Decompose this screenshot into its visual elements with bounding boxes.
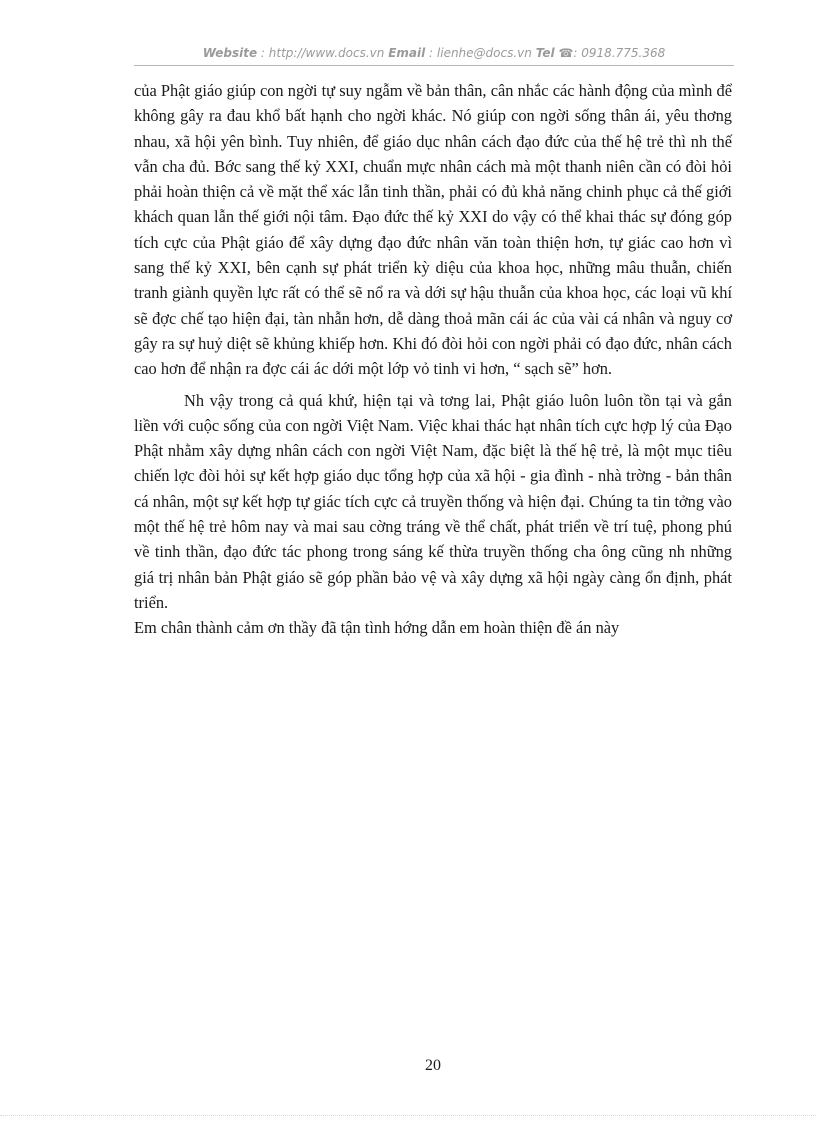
website-label: Website — [202, 46, 258, 60]
phone-icon: ☎ — [558, 46, 574, 60]
footer-divider — [0, 1115, 816, 1116]
paragraph-1: của Phật giáo giúp con ngời tự suy ngẫm về bản thân, cân nhắc các hành động của mình để không gây ra đau khổ bất hạnh cho ngời khác. Nó giúp con ngời sống thân ái, yêu thơng nhau, xã hội yên bình. Tuy nhiên, để giáo dục nhân cách đạo đức của thế hệ trẻ thì nh thế vẫn cha đủ. Bớc sang thế kỷ XXI, chuẩn mực nhân cách mà một thanh niên cần có đòi hỏi phải hoàn thiện cả về mặt thể xác lẫn tinh thần, phải có đủ khả năng chinh phục cả thế giới khách quan lẫn thế giới nội tâm. Đạo đức thế kỷ XXI do vậy có thể khai thác sự đóng góp tích cực của Phật giáo để xây dựng đạo đức nhân văn toàn thiện hơn, tự giác cao hơn vì sang thế kỷ XXI, bên cạnh sự phát triển kỳ diệu của khoa học, những mâu thuẫn, chiến tranh giành quyền lực rất có thể sẽ nổ ra và dới sự hậu thuẫn của khoa học, các loại vũ khí sẽ đợc chế tạo hiện đại, tàn nhẫn hơn, dễ dàng thoả mãn cái ác của vài cá nhân và nguy cơ gây ra sự huỷ diệt sẽ khủng khiếp hơn. Khi đó đòi hỏi con ngời phải có đạo đức, nhân cách cao hơn để nhận ra đợc cái ác dới một lớp vỏ tinh vi hơn, “ sạch sẽ” hơn. — [134, 81, 732, 379]
paragraph-2: Nh vậy trong cả quá khứ, hiện tại và tơng lai, Phật giáo luôn luôn tồn tại và gắn liền với cuộc sống của con ngời Việt Nam. Việc khai thác hạt nhân tích cực hợp lý của Đạo Phật nhằm xây dựng nhân cách con ngời Việt Nam, đặc biệt là thế hệ trẻ, là một mục tiêu chiến lợc đòi hỏi sự kết hợp giáo dục tổng hợp của xã hội - gia đình - nhà trờng - bản thân cá nhân, một sự kết hợp tự giác tích cực cả truyền thống và hiện đại. Chúng ta tin tởng vào một thế hệ trẻ hôm nay và mai sau cờng tráng về thể chất, phát triển về trí tuệ, phong phú về tinh thần, đạo đức tác phong trong sáng kế thừa truyền thống cha ông cũng nh những giá trị nhân bản Phật giáo sẽ góp phần bảo vệ và xây dựng xã hội ngày càng ổn định, phát triển. — [134, 390, 732, 612]
email-label: Email — [388, 46, 426, 60]
document-body — [134, 78, 732, 641]
closing-line: Em chân thành cảm ơn thầy đã tận tình hớng dẫn em hoàn thiện đề án này — [134, 618, 620, 638]
page-number: 20 — [425, 1057, 441, 1074]
tel-number: : 0918.775.368 — [573, 46, 666, 60]
email-address: : lienhe@docs.vn — [429, 46, 532, 60]
tel-label: Tel — [535, 46, 555, 60]
header-divider — [134, 65, 734, 66]
page-header — [134, 46, 734, 60]
website-url: : http://www.docs.vn — [260, 46, 385, 60]
